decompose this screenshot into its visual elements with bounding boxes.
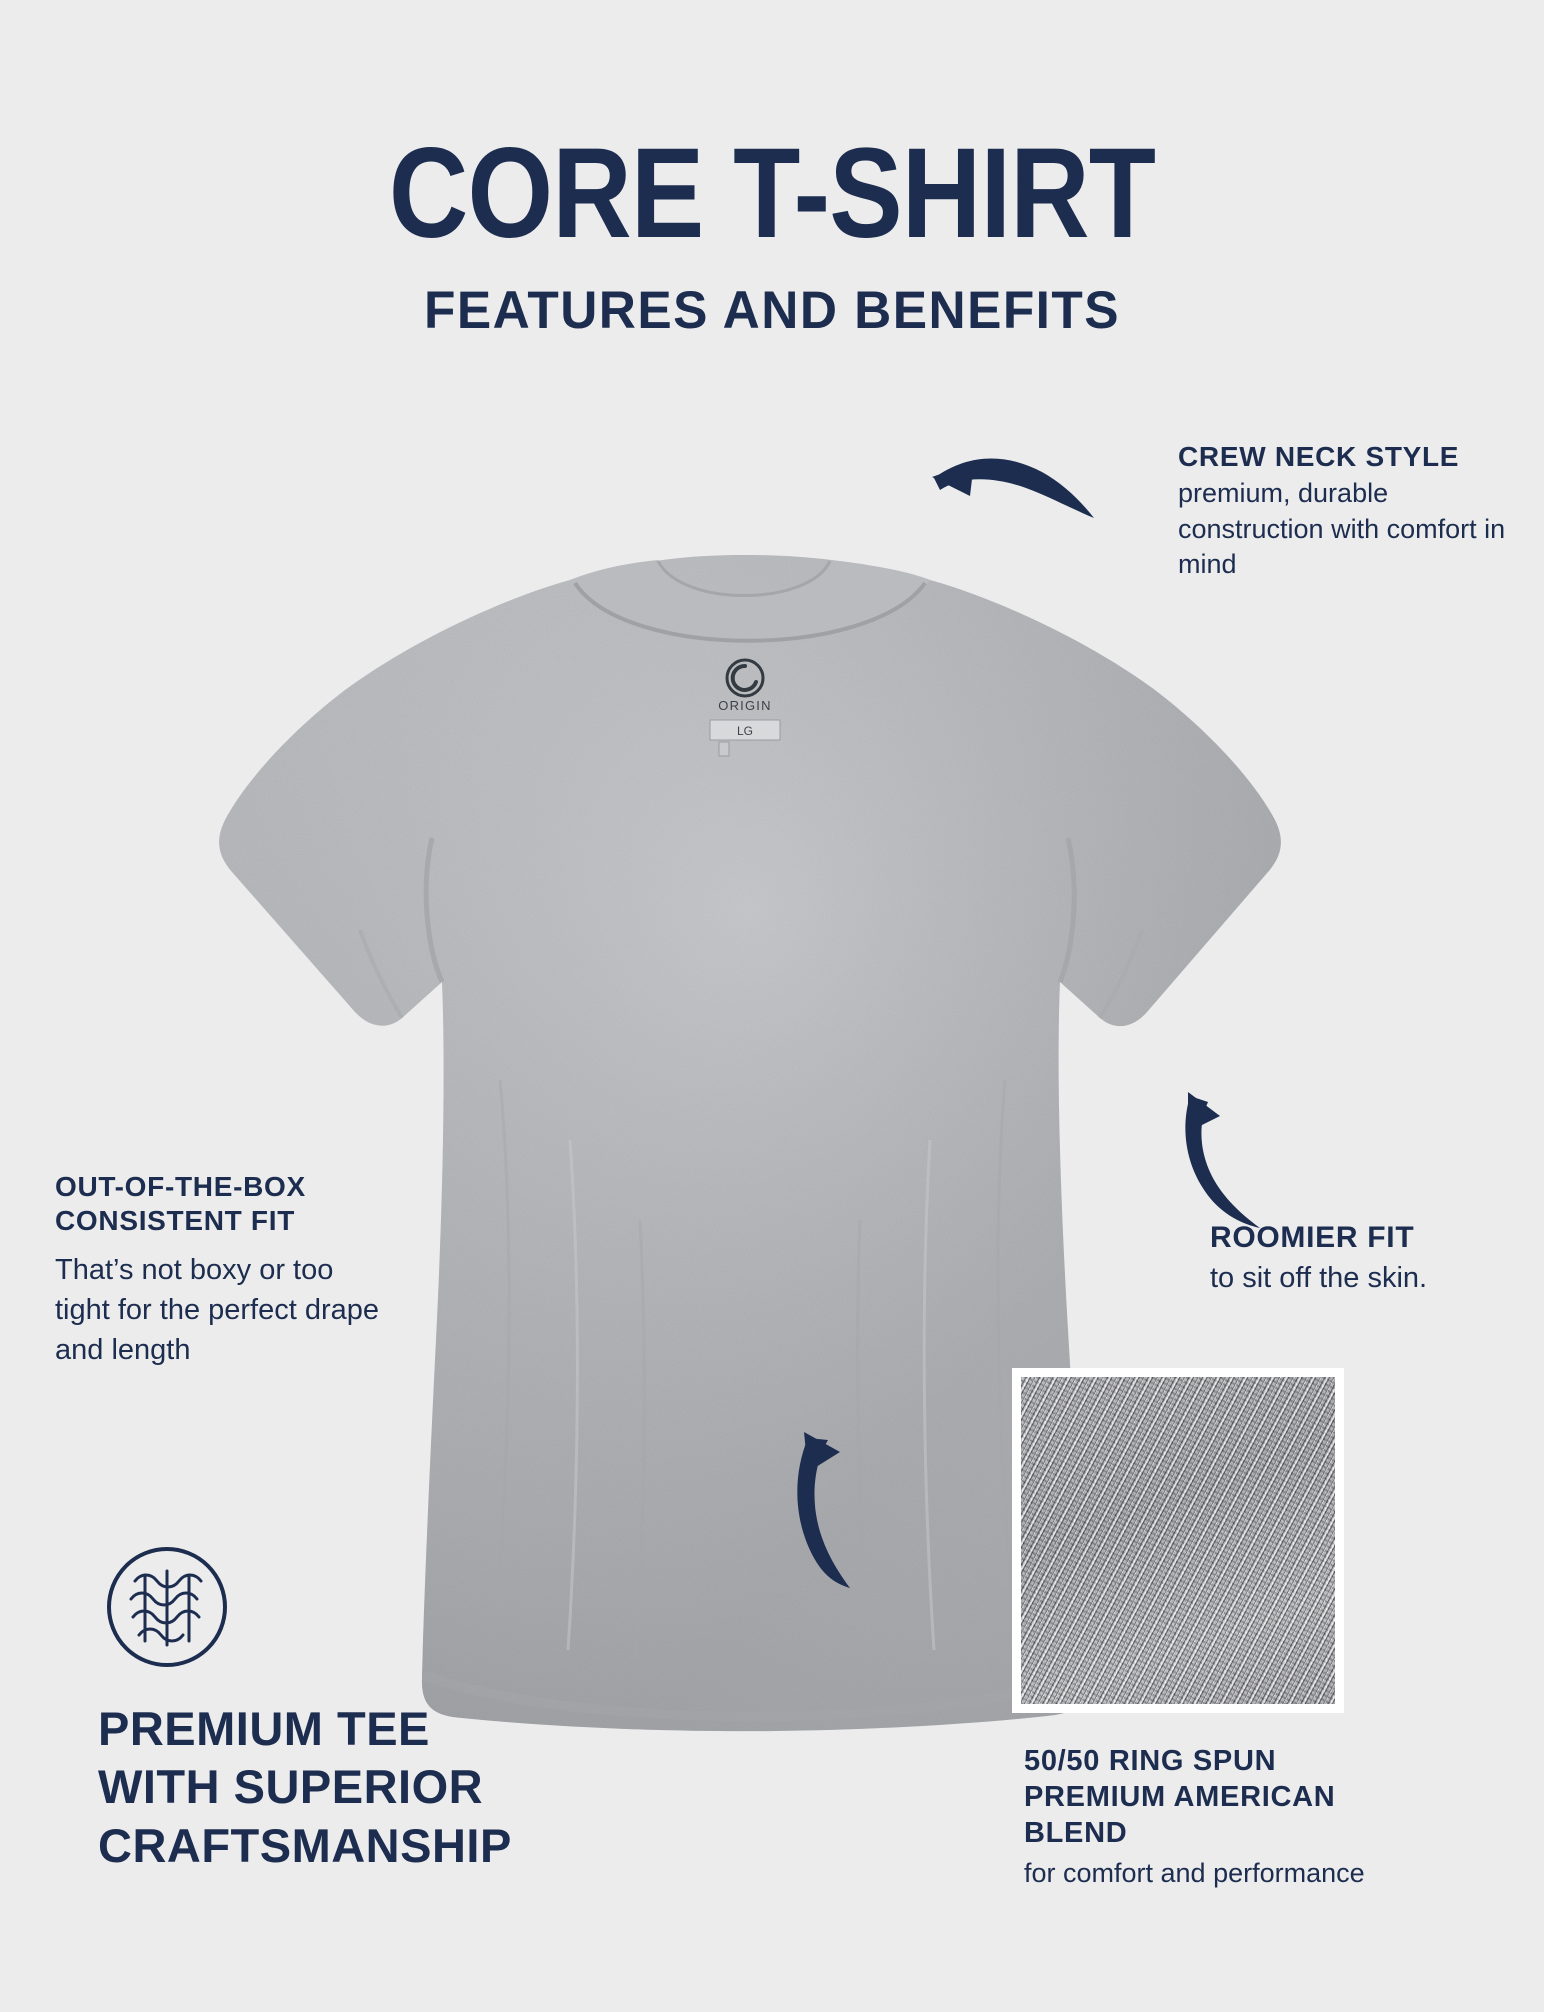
callout-consistent-fit: [55, 1170, 385, 1370]
svg-text:LG: LG: [736, 724, 754, 738]
callout-crew-neck: [1178, 440, 1508, 583]
arrow-up-left-icon: [930, 450, 1100, 530]
arrow-up-icon-hem: [770, 1430, 875, 1590]
page-subtitle: FEATURES AND BENEFITS: [423, 281, 1121, 340]
fabric-swatch-photo: [1012, 1368, 1344, 1713]
callout-roomier-fit-heading: ROOMIER FIT: [1210, 1221, 1415, 1254]
callout-fabric-blend-body: for comfort and performance: [1024, 1857, 1365, 1888]
svg-text:ORIGIN: ORIGIN: [718, 698, 772, 713]
callout-roomier-fit: [1210, 1220, 1540, 1297]
callout-consistent-fit-heading: OUT-OF-THE-BOX CONSISTENT FIT: [55, 1171, 306, 1237]
knit-fabric-weave-icon: [105, 1545, 229, 1669]
callout-roomier-fit-body: to sit off the skin.: [1210, 1261, 1428, 1294]
page-header: [0, 122, 1544, 341]
callout-fabric-blend-heading: 50/50 RING SPUN PREMIUM AMERICAN BLEND: [1024, 1745, 1336, 1849]
premium-tee-block: [98, 1700, 718, 1875]
fabric-texture: [1021, 1377, 1335, 1704]
callout-consistent-fit-body: That’s not boxy or too tight for the perfect drape and length: [55, 1254, 380, 1367]
callout-fabric-blend: [1024, 1744, 1404, 1890]
callout-crew-neck-heading: CREW NECK STYLE: [1178, 441, 1460, 472]
premium-line-3: CRAFTSMANSHIP: [98, 1818, 512, 1872]
page-title: CORE T-SHIRT: [388, 122, 1156, 265]
callout-crew-neck-body: premium, durable construction with comfort in mind: [1178, 478, 1506, 580]
premium-line-2: WITH SUPERIOR: [98, 1760, 484, 1814]
arrow-up-left-icon-roomier: [1168, 1090, 1278, 1230]
premium-line-1: PREMIUM TEE: [98, 1702, 430, 1755]
